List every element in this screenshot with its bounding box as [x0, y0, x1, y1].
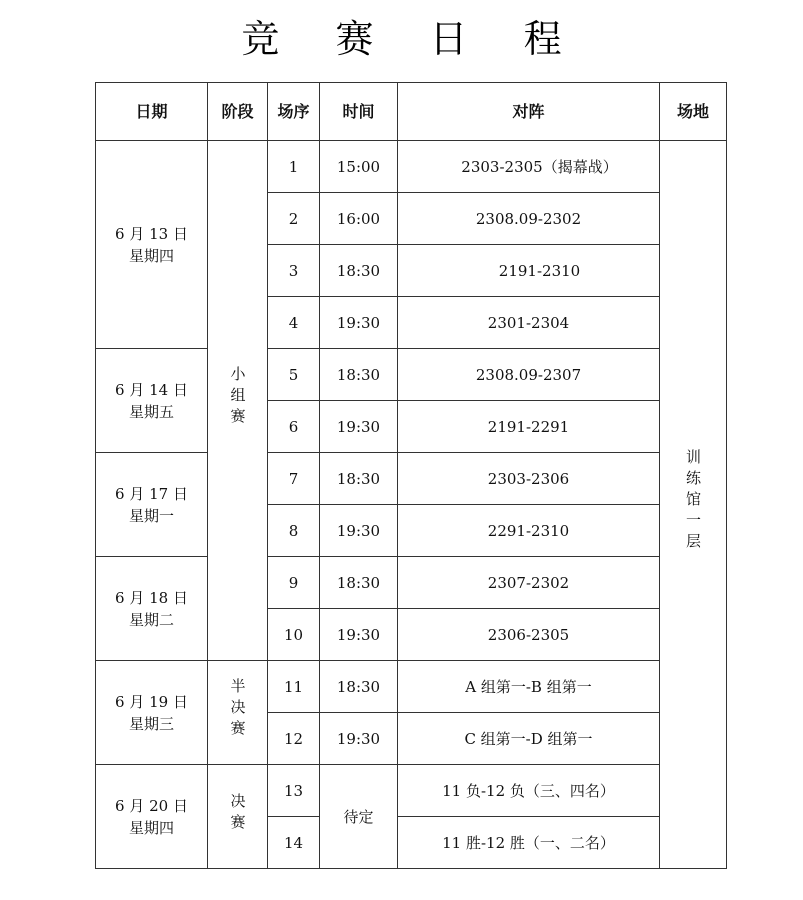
date-day: 6 月 17 日	[115, 484, 188, 503]
date-day: 6 月 14 日	[115, 380, 188, 399]
header-matchup: 对阵	[398, 83, 660, 141]
match-time: 18:30	[320, 349, 398, 401]
match-time: 18:30	[320, 661, 398, 713]
matchup: 2307-2302	[398, 557, 660, 609]
matchup: 2308.09-2302	[398, 193, 660, 245]
table-row	[96, 141, 727, 193]
stage-label: 决赛	[228, 792, 247, 835]
match-no: 12	[268, 713, 320, 765]
date-cell	[96, 453, 208, 557]
matchup: 2308.09-2307	[398, 349, 660, 401]
match-no: 1	[268, 141, 320, 193]
match-no: 8	[268, 505, 320, 557]
matchup: 2306-2305	[398, 609, 660, 661]
header-date: 日期	[96, 83, 208, 141]
stage-cell	[208, 141, 268, 661]
stage-label: 半决赛	[228, 678, 247, 741]
match-time: 19:30	[320, 505, 398, 557]
matchup: 11 负-12 负（三、四名）	[398, 765, 660, 817]
date-weekday: 星期五	[128, 402, 174, 421]
stage-cell	[208, 661, 268, 765]
match-no: 13	[268, 765, 320, 817]
venue-cell	[660, 141, 727, 869]
match-time: 18:30	[320, 453, 398, 505]
matchup: C 组第一-D 组第一	[398, 713, 660, 765]
date-cell	[96, 141, 208, 349]
date-day: 6 月 18 日	[115, 588, 188, 607]
date-cell	[96, 349, 208, 453]
header-venue: 场地	[660, 83, 727, 141]
stage-label: 小组赛	[228, 366, 247, 429]
date-weekday: 星期一	[128, 506, 174, 525]
match-time: 15:00	[320, 141, 398, 193]
date-cell	[96, 557, 208, 661]
match-no: 9	[268, 557, 320, 609]
date-weekday: 星期二	[128, 610, 174, 629]
date-day: 6 月 20 日	[115, 796, 188, 815]
match-time: 待定	[320, 765, 398, 869]
matchup: 2303-2306	[398, 453, 660, 505]
match-no: 11	[268, 661, 320, 713]
date-day: 6 月 19 日	[115, 692, 188, 711]
matchup: 2303-2305（揭幕战）	[398, 141, 660, 193]
match-time: 18:30	[320, 245, 398, 297]
match-time: 16:00	[320, 193, 398, 245]
date-cell	[96, 661, 208, 765]
date-weekday: 星期四	[128, 818, 174, 837]
date-day: 6 月 13 日	[115, 224, 188, 243]
date-weekday: 星期三	[128, 714, 174, 733]
matchup: 11 胜-12 胜（一、二名）	[398, 817, 660, 869]
page-title: 竞 赛 日 程	[241, 17, 584, 61]
date-cell	[96, 765, 208, 869]
header-time: 时间	[320, 83, 398, 141]
match-no: 2	[268, 193, 320, 245]
table-row	[96, 557, 727, 609]
match-time: 19:30	[320, 713, 398, 765]
match-time: 19:30	[320, 609, 398, 661]
match-no: 7	[268, 453, 320, 505]
match-no: 5	[268, 349, 320, 401]
date-weekday: 星期四	[128, 246, 174, 265]
schedule-table	[95, 82, 727, 869]
match-no: 4	[268, 297, 320, 349]
table-row	[96, 349, 727, 401]
matchup: 2191-2291	[398, 401, 660, 453]
match-time: 18:30	[320, 557, 398, 609]
match-no: 3	[268, 245, 320, 297]
match-time: 19:30	[320, 297, 398, 349]
header-match-no: 场序	[268, 83, 320, 141]
table-row	[96, 765, 727, 817]
match-no: 14	[268, 817, 320, 869]
header-stage: 阶段	[208, 83, 268, 141]
venue-label: 训练馆一层	[684, 449, 702, 554]
table-row	[96, 453, 727, 505]
table-row	[96, 661, 727, 713]
match-no: 10	[268, 609, 320, 661]
header-row	[96, 83, 727, 141]
matchup: 2191-2310	[398, 245, 660, 297]
stage-cell	[208, 765, 268, 869]
matchup: A 组第一-B 组第一	[398, 661, 660, 713]
match-no: 6	[268, 401, 320, 453]
matchup: 2291-2310	[398, 505, 660, 557]
match-time: 19:30	[320, 401, 398, 453]
matchup: 2301-2304	[398, 297, 660, 349]
